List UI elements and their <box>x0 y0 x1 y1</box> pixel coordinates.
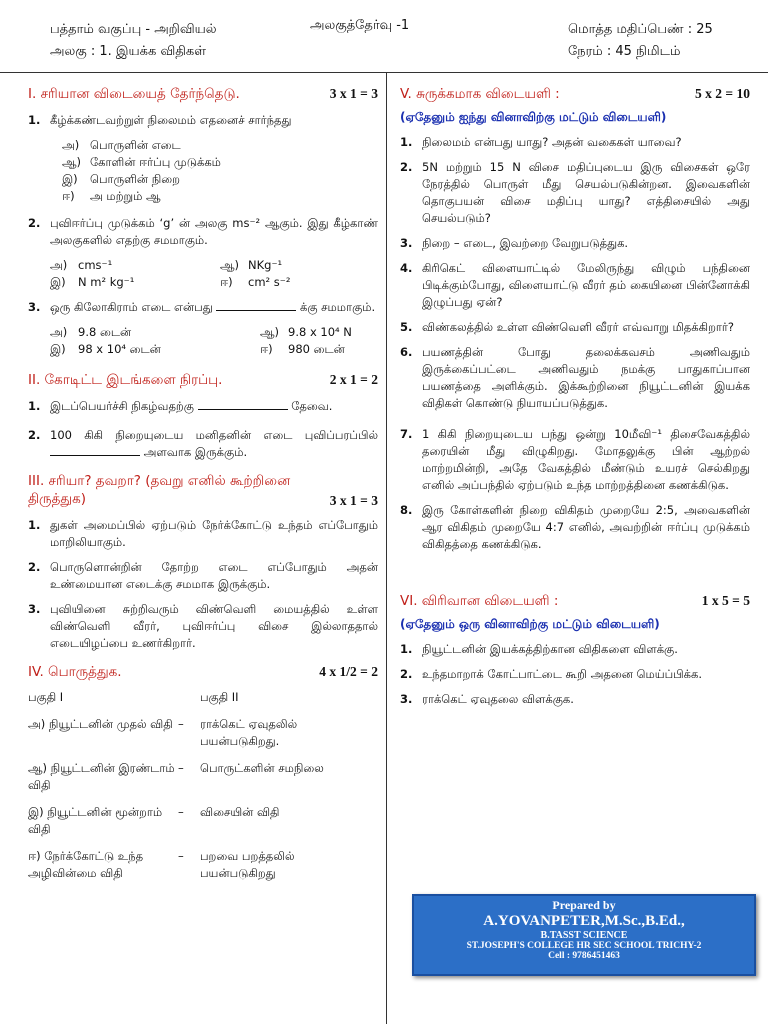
match-head-b: பகுதி II <box>200 690 239 704</box>
question-text: இரு கோள்களின் நிறை விகிதம் முறையே 2:5, அவைகளின் ஆர விகிதம் முறையே 4:7 எனில், அவற்றின் ஈர்ப்பு முடுக்கம் விகிதத்தை கணக்கிடுக. <box>422 503 750 551</box>
option-text: 98 x 10⁴ டைன் <box>78 342 161 356</box>
option <box>62 154 378 171</box>
question-number: 2. <box>28 560 41 574</box>
option-letter: அ) <box>50 325 68 339</box>
match-left: ஈ) நேர்க்கோட்டு உந்த அழிவின்மை விதி <box>28 849 144 880</box>
section-1-title: I. சரியான விடையைத் தேர்ந்தெடு. <box>28 86 240 102</box>
total-marks: மொத்த மதிப்பெண் : 25 <box>568 22 713 37</box>
author-cell: Cell : 9786451463 <box>548 951 620 961</box>
question <box>28 299 378 316</box>
section-6-note: (ஏதேனும் ஒரு வினாவிற்கு மட்டும் விடையளி) <box>400 617 660 631</box>
question <box>28 559 378 593</box>
option <box>50 257 220 274</box>
option <box>260 324 390 341</box>
question-number: 2. <box>400 160 413 174</box>
question-number: 2. <box>28 428 41 442</box>
match-dash: – <box>178 805 184 819</box>
option <box>50 274 220 291</box>
match-right: பொருட்களின் சமநிலை <box>200 761 324 775</box>
option-letter: ஈ) <box>220 275 233 289</box>
option-text: பொருளின் எடை <box>90 138 181 152</box>
section-5-note: (ஏதேனும் ஐந்து வினாவிற்கு மட்டும் விடையளி) <box>400 110 667 124</box>
option <box>50 341 260 358</box>
question-text: கீழ்க்கண்டவற்றுள் நிலைமம் எதனைச் சார்ந்தது <box>50 113 292 127</box>
option-text: N m² kg⁻¹ <box>78 275 135 289</box>
question-text: பயணத்தின் போது தலைக்கவசம் அணிவதும் இருக்கைப்பட்டை அணிவதும் நமக்கு பாதுகாப்பான பயணத்தை அளிக்கும். இக்கூற்றினை நியூட்டனின் இயக்க விதிகள் கொண்டு நியாயப்படுத்துக. <box>422 345 750 410</box>
question-text: உந்தமாறாக் கோட்பாட்டை கூறி அதனை மெய்ப்பிக்க. <box>422 667 703 681</box>
section-4-title: IV. பொருத்துக. <box>28 664 122 680</box>
section-3-header <box>28 473 378 509</box>
option-text: 9.8 டைன் <box>78 325 132 339</box>
section-4-marks: 4 x 1/2 = 2 <box>319 664 378 679</box>
question-text <box>50 398 378 415</box>
section-5-header <box>400 86 750 104</box>
question-number: 3. <box>400 236 413 250</box>
question-text: 1 கிகி நிறையுடைய பந்து ஒன்று 10மீவி⁻¹ திசைவேகத்தில் தரையின் மீது விழுகிறது. மோதலுக்கு பின் ஆற்றல் மாற்றமின்றி, அதே வேகத்தில் மீண்டும் உயரச் செல்கிறது எனில் அப்பந்தில் ஏற்படும் உந்த மாற்றத்தினை கணக்கிடுக. <box>422 427 750 492</box>
question <box>400 426 750 494</box>
match-left: ஆ) நியூட்டனின் இரண்டாம் விதி <box>28 761 175 792</box>
option-letter: ஆ) <box>62 155 82 169</box>
question-number: 7. <box>400 427 413 441</box>
question-text: கிரிகெட் விளையாட்டில் மேலிருந்து விழும் பந்தினை பிடிக்கும்போது, விளையாட்டு வீரர் தம் கையினை பின்னோக்கி இழுப்பது ஏன்? <box>422 261 750 309</box>
match-table <box>28 690 378 882</box>
question-number: 3. <box>28 300 41 314</box>
question-text: விண்கலத்தில் உள்ள விண்வெளி வீரர் எவ்வாறு மிதக்கிறார்? <box>422 320 735 334</box>
prepared-label: Prepared by <box>552 898 616 912</box>
question <box>400 235 750 252</box>
section-1-marks: 3 x 1 = 3 <box>329 86 378 101</box>
question-number: 2. <box>28 216 41 230</box>
left-column <box>28 80 378 892</box>
match-row <box>28 760 378 794</box>
section-6-marks: 1 x 5 = 5 <box>701 593 750 608</box>
question-text: புவிஈர்ப்பு முடுக்கம் ‘g’ ன் அலகு ms⁻² ஆகும். இது கீழ்காண் அலகுகளில் எதற்கு சமமாகும். <box>50 216 378 247</box>
header-divider <box>0 72 768 73</box>
option-letter: ஆ) <box>260 325 280 339</box>
option-text: பொருளின் நிறை <box>90 172 180 186</box>
section-3-title: III. சரியா? தவறா? (தவறு எனில் கூற்றினை திருத்துக) <box>28 473 291 507</box>
match-row <box>28 716 378 750</box>
option-letter: அ) <box>50 258 68 272</box>
right-column <box>400 80 750 716</box>
option <box>50 324 260 341</box>
question-text: நிறை – எடை, இவற்றை வேறுபடுத்துக. <box>422 236 629 250</box>
match-right: விசையின் விதி <box>200 805 280 819</box>
answer-blank <box>50 445 140 456</box>
question <box>400 691 750 708</box>
question <box>400 260 750 311</box>
option-text: cm² s⁻² <box>248 275 291 289</box>
question-number: 1. <box>28 399 41 413</box>
question <box>400 134 750 151</box>
question <box>400 319 750 336</box>
question <box>28 215 378 249</box>
option-text: 980 டைன் <box>288 342 345 356</box>
question-text: பொருளொன்றின் தோற்ற எடை எப்போதும் அதன் உண்மையான எடைக்கு சமமாக இருக்கும். <box>50 560 378 591</box>
section-4-header <box>28 664 378 682</box>
question-text: ராக்கெட் ஏவுதலை விளக்குக. <box>422 692 574 706</box>
page-header <box>0 18 768 74</box>
section-3-marks: 3 x 1 = 3 <box>329 493 378 508</box>
question-number: 1. <box>400 135 413 149</box>
question <box>28 112 378 129</box>
match-left: இ) நியூட்டனின் மூன்றாம் விதி <box>28 805 163 836</box>
answer-blank <box>216 300 296 311</box>
option-letter: ஈ) <box>260 342 273 356</box>
option-letter: இ) <box>50 342 66 356</box>
question <box>400 344 750 412</box>
section-5-title: V. சுருக்கமாக விடையளி : <box>400 86 560 102</box>
question-number: 1. <box>28 518 41 532</box>
question-number: 6. <box>400 345 413 359</box>
match-dash: – <box>178 761 184 775</box>
question <box>28 601 378 652</box>
option-letter: இ) <box>62 172 78 186</box>
question-text-part: தேவை. <box>291 399 333 413</box>
question-text: 5N மற்றும் 15 N விசை மதிப்புடைய இரு விசைகள் ஒரே நேரத்தில் பொருள் மீது செயல்படுகின்றன. இவைகளின் தொகுபயன் விசை மதிப்பு யாது? எத்திசையில் அது செயல்படும்? <box>422 160 750 225</box>
section-1-header <box>28 86 378 104</box>
match-left: அ) நியூட்டனின் முதல் விதி <box>28 717 173 731</box>
answer-blank <box>198 399 288 410</box>
option-text: கோளின் ஈர்ப்பு முடுக்கம் <box>90 155 221 169</box>
column-divider <box>386 73 387 1024</box>
question-text-part: ஒரு கிலோகிராம் எடை என்பது <box>50 300 213 314</box>
question-text-part: க்கு சமமாகும். <box>300 300 376 314</box>
section-2-marks: 2 x 1 = 2 <box>329 372 378 387</box>
question <box>28 427 378 461</box>
match-right: பறவை பறத்தலில் பயன்படுகிறது <box>200 849 295 880</box>
question-text-part: அளவாக இருக்கும். <box>143 445 248 459</box>
author-name: A.YOVANPETER,M.Sc.,B.Ed., <box>483 913 685 929</box>
question <box>400 666 750 683</box>
match-row <box>28 804 378 838</box>
question-number: 1. <box>28 113 41 127</box>
question <box>400 641 750 658</box>
option-text: NKg⁻¹ <box>248 258 283 272</box>
options <box>50 257 378 291</box>
question-number: 3. <box>400 692 413 706</box>
question-number: 1. <box>400 642 413 656</box>
match-head-a: பகுதி I <box>28 690 64 704</box>
test-title: அலகுத்தேர்வு -1 <box>310 18 410 33</box>
class-subject: பத்தாம் வகுப்பு - அறிவியல் <box>50 22 217 37</box>
match-header <box>28 690 378 706</box>
match-right: ராக்கெட் ஏவுதலில் பயன்படுகிறது. <box>200 717 298 748</box>
question-text: நிலைமம் என்பது யாது? அதன் வகைகள் யாவை? <box>422 135 682 149</box>
question-text: நியூட்டனின் இயக்கத்திற்கான விதிகளை விளக்கு. <box>422 642 678 656</box>
option-text: 9.8 x 10⁴ N <box>288 325 352 339</box>
option <box>62 137 378 154</box>
match-dash: – <box>178 717 184 731</box>
question-text <box>50 299 378 316</box>
option-text: cms⁻¹ <box>78 258 113 272</box>
section-2-title: II. கோடிட்ட இடங்களை நிரப்பு. <box>28 372 223 388</box>
question <box>400 159 750 227</box>
option <box>220 274 370 291</box>
option-letter: இ) <box>50 275 66 289</box>
match-row <box>28 848 378 882</box>
option-text: அ மற்றும் ஆ <box>90 189 161 203</box>
option <box>260 341 390 358</box>
match-dash: – <box>178 849 184 863</box>
option-letter: ஈ) <box>62 189 75 203</box>
question-number: 8. <box>400 503 413 517</box>
question-text: துகள் அமைப்பில் ஏற்படும் நேர்க்கோட்டு உந்தம் எப்போதும் மாறிலியாகும். <box>50 518 378 549</box>
option <box>62 188 378 205</box>
question-text: புவியினை சுற்றிவரும் விண்வெளி மையத்தில் உள்ள விண்வெளி வீரர், புவிஈர்ப்பு விசை இல்லாததால் எடையிழப்பை உணர்கிறார். <box>50 602 378 650</box>
question <box>28 517 378 551</box>
question <box>28 398 378 415</box>
unit-title: அலகு : 1. இயக்க விதிகள் <box>50 44 206 59</box>
section-2-header <box>28 372 378 390</box>
question-number: 3. <box>28 602 41 616</box>
question-number: 2. <box>400 667 413 681</box>
section-5-marks: 5 x 2 = 10 <box>695 86 750 101</box>
time-limit: நேரம் : 45 நிமிடம் <box>568 44 681 59</box>
option-letter: ஆ) <box>220 258 240 272</box>
options <box>62 137 378 205</box>
section-6-title: VI. விரிவான விடையளி : <box>400 593 559 609</box>
option <box>62 171 378 188</box>
question-number: 4. <box>400 261 413 275</box>
question <box>400 502 750 553</box>
question-text-part: 100 கிகி நிறையுடைய மனிதனின் எடை புவிப்பரப்பில் <box>50 428 378 442</box>
section-6-header <box>400 593 750 611</box>
author-dept: B.TASST SCIENCE <box>540 930 628 941</box>
options <box>50 324 378 358</box>
option-letter: அ) <box>62 138 80 152</box>
prepared-by-box <box>412 894 756 976</box>
question-number: 5. <box>400 320 413 334</box>
question-text <box>50 427 378 461</box>
question-text-part: இடப்பெயர்ச்சி நிகழ்வதற்கு <box>50 399 194 413</box>
option <box>220 257 370 274</box>
author-school: ST.JOSEPH'S COLLEGE HR SEC SCHOOL TRICHY-2 <box>466 941 702 951</box>
